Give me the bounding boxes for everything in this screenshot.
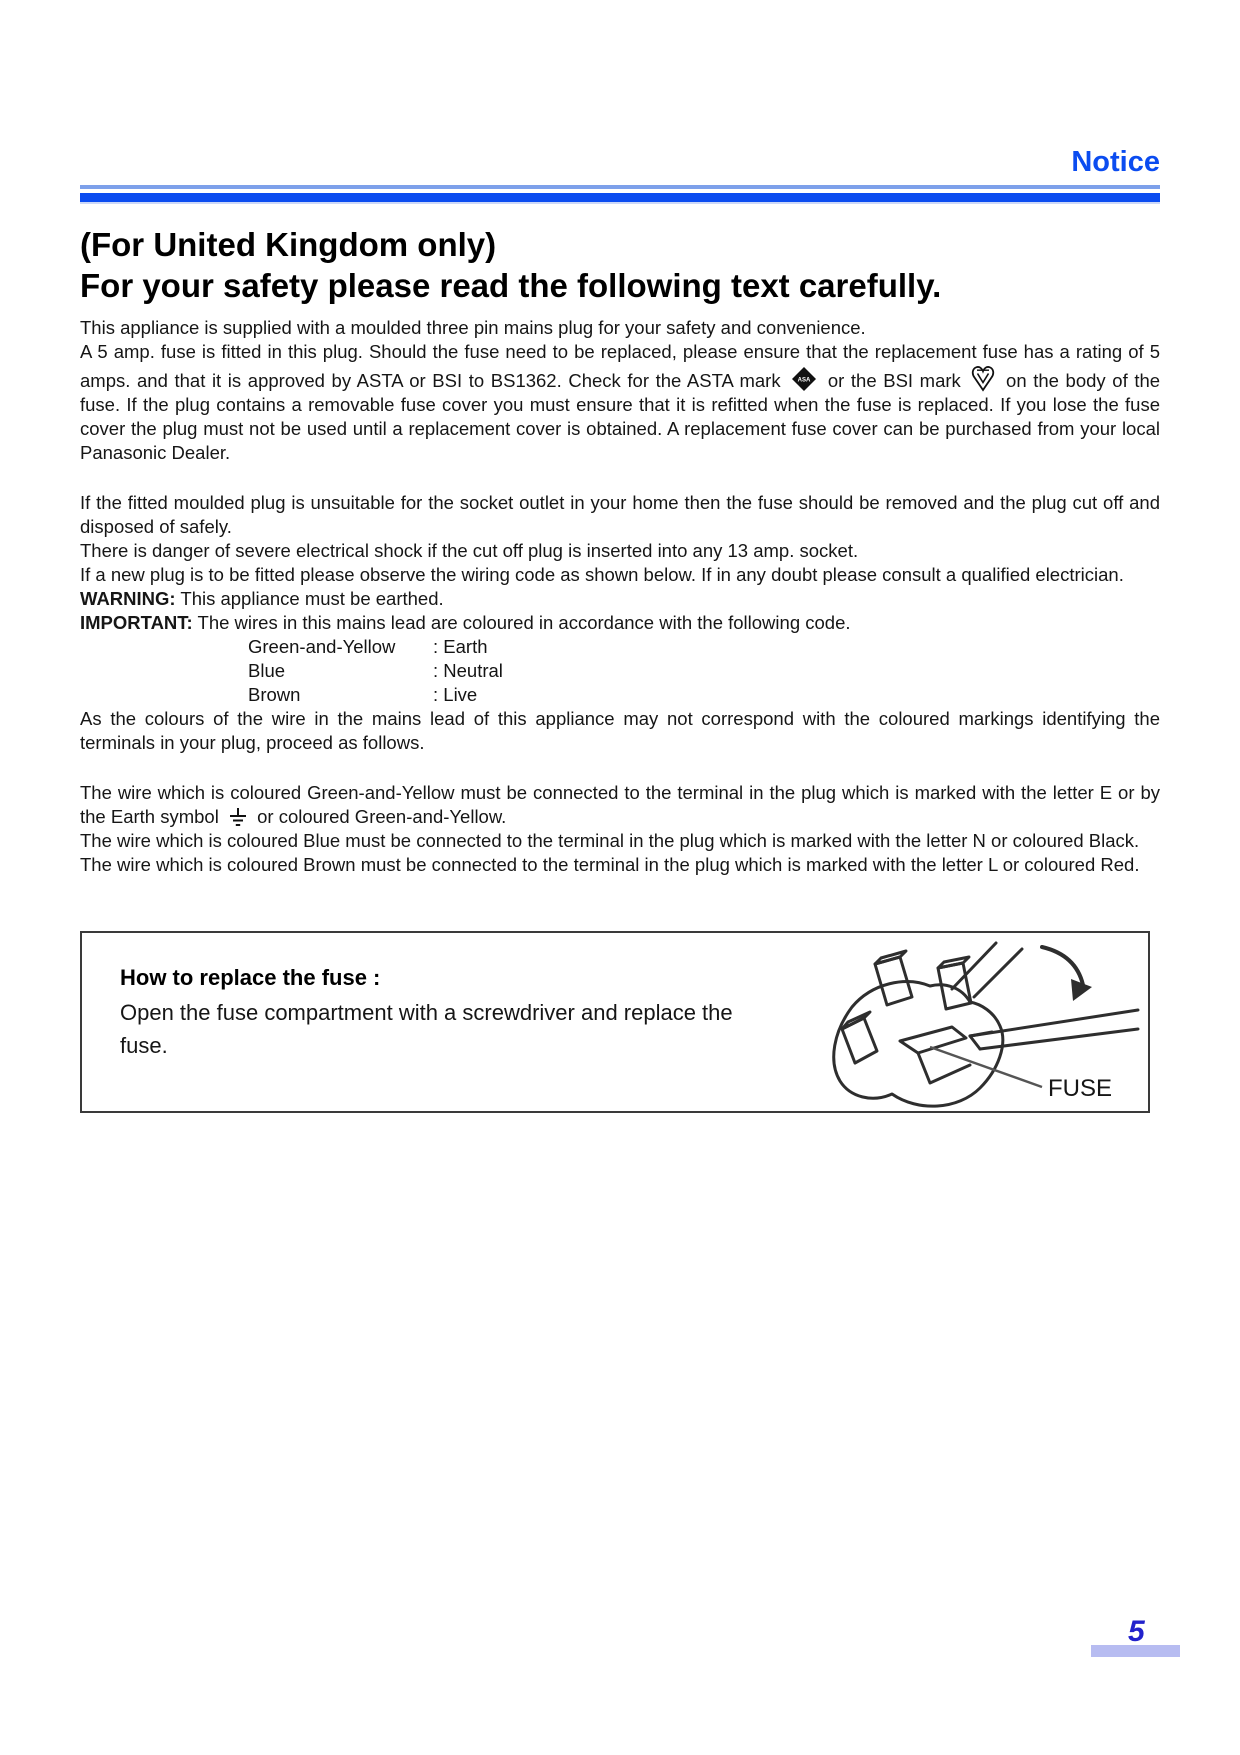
wire-colour: Green-and-Yellow (248, 636, 396, 657)
green-yellow-instruction: The wire which is coloured Green-and-Yellow must be connected to the terminal in the plug which is marked with the letter E or by the Earth symbol or coloured Green-and-Yellow. (80, 782, 1160, 827)
fuse-label: FUSE (1048, 1075, 1113, 1102)
fuse-replacement-box (80, 931, 1150, 1113)
header-rule-thick (80, 193, 1160, 204)
intro-line1: This appliance is supplied with a moulded three pin mains plug for your safety and convenience. (80, 317, 866, 338)
section-label: Notice (1071, 146, 1160, 178)
svg-text:ASA: ASA (797, 377, 811, 384)
page-number: 5 (1128, 1615, 1145, 1648)
warning-line (80, 587, 1160, 611)
wire-terminal: : Neutral (433, 660, 503, 681)
bsi-kitemark-icon (971, 364, 995, 392)
page-title-line2: For your safety please read the following text carefully. (80, 267, 942, 304)
plug-paragraph-3: If a new plug is to be fitted please observe the wiring code as shown below. If in any doubt please consult a qualified electrician. (80, 564, 1124, 585)
wire-colour: Brown (248, 684, 301, 705)
fuse-box-body: Open the fuse compartment with a screwdriver and replace the fuse. (120, 1000, 733, 1058)
wire-terminal: : Live (433, 684, 478, 705)
wire-colour: Blue (248, 660, 286, 681)
important-line (80, 611, 1160, 635)
asta-mark-icon (791, 366, 817, 392)
important-label: IMPORTANT: (80, 612, 193, 633)
page-title (80, 224, 1160, 306)
colours-note: As the colours of the wire in the mains lead of this appliance may not correspond with the coloured markings identifying the terminals in your plug, proceed as follows. (80, 708, 1160, 753)
blue-instruction: The wire which is coloured Blue must be connected to the terminal in the plug which is marked with the letter N or coloured Black. (80, 830, 1140, 851)
plug-paragraph-1: If the fitted moulded plug is unsuitable for the socket outlet in your home then the fuse should be removed and the plug cut off and disposed of safely. (80, 492, 1160, 537)
wire-row-earth (248, 635, 1160, 659)
earth-symbol-icon (228, 806, 248, 828)
wire-terminal: : Earth (433, 636, 488, 657)
page-title-line1: (For United Kingdom only) (80, 226, 497, 263)
curved-arrow-icon (1042, 947, 1092, 1001)
warning-label: WARNING: (80, 588, 176, 609)
body-copy (80, 316, 1160, 1113)
intro-paragraph (80, 316, 1160, 465)
plug-fuse-illustration (780, 937, 1140, 1109)
wiring-code-table (248, 635, 1160, 707)
fuse-box-title: How to replace the fuse : (120, 965, 381, 990)
intro-flow: A 5 amp. fuse is fitted in this plug. Should the fuse need to be replaced, please ensure that the replacement fuse has a rating of 5 amps. and that it is approved by ASTA or BSI to BS1362. Check for the ASTA mark ASA or the BSI mark on the body of the fuse. If the plug contains a removable fuse cover you must ensure that it is refitted when the fuse is replaced. If you lose the fuse cover the plug must not be used until a replacement cover is obtained. A replacement fuse cover can be purchased from your local Panasonic Dealer. (80, 341, 1161, 463)
wire-row-live (248, 683, 1160, 707)
wire-row-neutral (248, 659, 1160, 683)
brown-instruction: The wire which is coloured Brown must be connected to the terminal in the plug which is marked with the letter L or coloured Red. (80, 854, 1140, 875)
important-text: The wires in this mains lead are coloured in accordance with the following code. (197, 612, 851, 633)
header-rules (80, 185, 1160, 204)
warning-text: This appliance must be earthed. (180, 588, 444, 609)
plug-paragraph-2: There is danger of severe electrical shock if the cut off plug is inserted into any 13 amp. socket. (80, 540, 859, 561)
